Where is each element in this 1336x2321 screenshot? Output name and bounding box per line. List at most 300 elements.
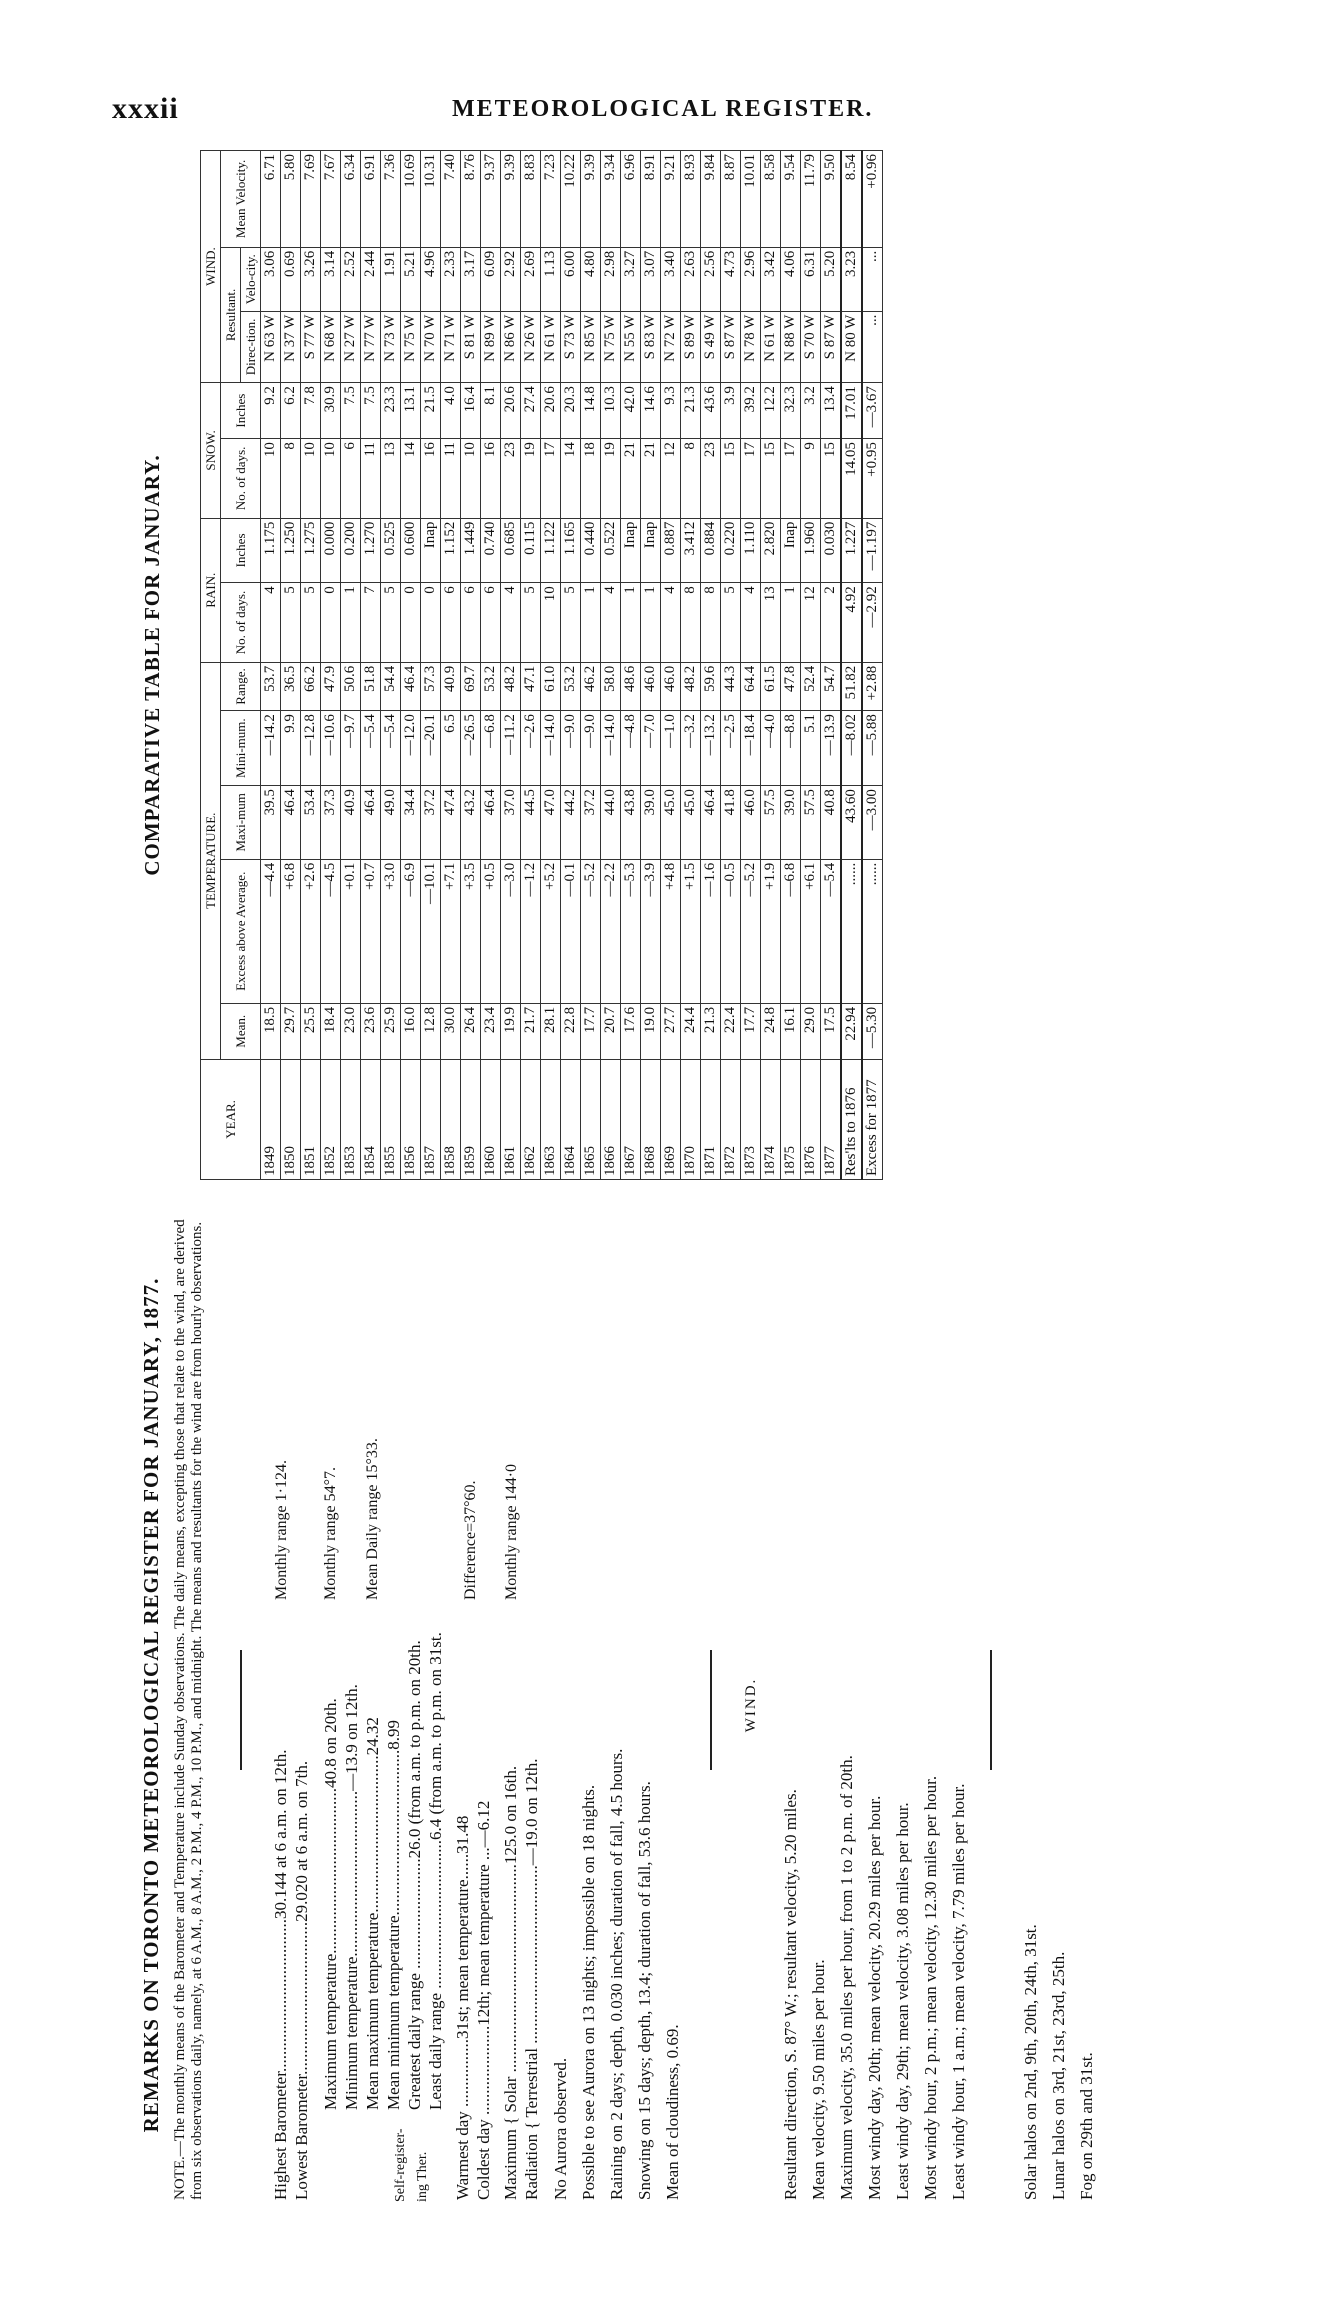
table-cell: —1.197	[862, 518, 883, 583]
table-cell: 46.4	[281, 786, 301, 860]
table-cell: 47.0	[541, 786, 561, 860]
least-daily-range: Least daily range ...................................6.4 (from a.m. to p.m. on 31st.	[426, 1632, 445, 2110]
table-cell: 18.5	[261, 1003, 281, 1059]
table-cell: 20.3	[561, 383, 581, 439]
table-cell: 57.3	[421, 662, 441, 710]
table-row	[681, 151, 701, 1180]
table-cell: —4.5	[321, 859, 341, 1003]
table-cell: ...	[862, 311, 883, 383]
table-cell: 14.05	[841, 439, 862, 519]
table-cell: 46.2	[581, 662, 601, 710]
table-cell: 1.960	[801, 518, 821, 583]
table-cell: 58.0	[601, 662, 621, 710]
table-cell: 32.3	[781, 383, 801, 439]
group-wind: WIND.	[201, 151, 221, 383]
table-cell: 4.92	[841, 583, 862, 663]
table-cell: 16.0	[401, 1003, 421, 1059]
table-cell: —0.5	[721, 859, 741, 1003]
table-cell: 1.110	[741, 518, 761, 583]
table-cell: +0.7	[361, 859, 381, 1003]
col-rain-days: No. of days.	[221, 583, 261, 663]
table-cell: 14.8	[581, 383, 601, 439]
table-cell: 26.4	[461, 1003, 481, 1059]
table-row	[741, 151, 761, 1180]
table-cell: —14.2	[261, 711, 281, 786]
table-cell: 61.5	[761, 662, 781, 710]
table-cell: 21.5	[421, 383, 441, 439]
table-cell: 0	[321, 583, 341, 663]
table-cell: 3.27	[621, 247, 641, 311]
table-cell: 23.3	[381, 383, 401, 439]
table-cell: N 85 W	[581, 311, 601, 383]
table-cell: —8.02	[841, 711, 862, 786]
table-cell: 7.69	[301, 151, 321, 248]
table-row	[561, 151, 581, 1180]
table-cell: 1	[641, 583, 661, 663]
table-cell: 8.76	[461, 151, 481, 248]
self-register-label: Self-register-ing Ther.	[393, 2128, 430, 2202]
col-range: Range.	[221, 662, 261, 710]
table-cell: S 83 W	[641, 311, 661, 383]
table-cell: 49.0	[381, 786, 401, 860]
table-row	[721, 151, 741, 1180]
table-cell: 3.2	[801, 383, 821, 439]
table-cell: 23.4	[481, 1003, 501, 1059]
table-cell: 0.525	[381, 518, 401, 583]
table-cell: 1	[341, 583, 361, 663]
table-row	[261, 151, 281, 1180]
least-windy-day: Least windy day, 29th; mean velocity, 3.08 miles per hour.	[893, 1802, 912, 2200]
table-row	[401, 151, 421, 1180]
table-cell: 4.73	[721, 247, 741, 311]
comparative-table	[200, 150, 883, 1180]
table-cell: 6	[461, 583, 481, 663]
table-row	[301, 151, 321, 1180]
table-cell: 9	[801, 439, 821, 519]
table-cell: 1869	[661, 1059, 681, 1179]
col-velocity: Velo-city.	[241, 247, 261, 311]
table-cell: 17	[741, 439, 761, 519]
remarks-title: REMARKS ON TORONTO METEOROLOGICAL REGISTER FOR JANUARY, 1877.	[139, 1277, 163, 2133]
table-cell: 7.5	[341, 383, 361, 439]
table-cell: 15	[821, 439, 842, 519]
table-cell: 48.2	[501, 662, 521, 710]
table-cell: 9.34	[601, 151, 621, 248]
table-cell: 22.4	[721, 1003, 741, 1059]
table-cell: 3.9	[721, 383, 741, 439]
table-cell: 54.4	[381, 662, 401, 710]
table-cell: S 87 W	[721, 311, 741, 383]
table-cell: —3.67	[862, 383, 883, 439]
table-cell: 14	[401, 439, 421, 519]
col-maximum: Maxi-mum	[221, 786, 261, 860]
table-cell: —11.2	[501, 711, 521, 786]
table-cell: 2.69	[521, 247, 541, 311]
raining-summary: Raining on 2 days; depth, 0.030 inches; duration of fall, 4.5 hours.	[607, 1748, 626, 2200]
table-cell: 1.165	[561, 518, 581, 583]
table-cell: 9.3	[661, 383, 681, 439]
table-cell: 0.440	[581, 518, 601, 583]
divider-rule	[710, 1650, 712, 1770]
table-cell: 18.4	[321, 1003, 341, 1059]
table-cell: 19.9	[501, 1003, 521, 1059]
table-cell: 4.80	[581, 247, 601, 311]
table-row	[701, 151, 721, 1180]
mean-max-temperature: Mean maximum temperature.....................................24.32	[363, 1717, 382, 2110]
table-cell: 3.06	[261, 247, 281, 311]
table-cell: —5.4	[361, 711, 381, 786]
table-cell: 43.2	[461, 786, 481, 860]
table-cell: N 89 W	[481, 311, 501, 383]
table-cell: 2.44	[361, 247, 381, 311]
table-cell: 39.5	[261, 786, 281, 860]
table-cell: —9.7	[341, 711, 361, 786]
table-cell: —26.5	[461, 711, 481, 786]
snowing-summary: Snowing on 15 days; depth, 13.4; duration of fall, 53.6 hours.	[635, 1781, 654, 2200]
table-cell: 1874	[761, 1059, 781, 1179]
table-cell: +6.1	[801, 859, 821, 1003]
table-cell: 5	[721, 583, 741, 663]
table-cell: 2.56	[701, 247, 721, 311]
table-cell: 1871	[701, 1059, 721, 1179]
table-cell: +1.9	[761, 859, 781, 1003]
table-cell: 17.01	[841, 383, 862, 439]
table-cell: 46.0	[741, 786, 761, 860]
table-cell: S 70 W	[801, 311, 821, 383]
col-mean-velocity: Mean Velocity.	[221, 151, 261, 248]
table-cell: 1865	[581, 1059, 601, 1179]
table-cell: 39.0	[641, 786, 661, 860]
table-cell: 7.8	[301, 383, 321, 439]
table-cell: N 61 W	[761, 311, 781, 383]
table-cell: 64.4	[741, 662, 761, 710]
table-cell: +0.5	[481, 859, 501, 1003]
table-cell: 0.030	[821, 518, 842, 583]
table-cell: —14.0	[541, 711, 561, 786]
table-cell: 47.8	[781, 662, 801, 710]
table-cell: ......	[862, 859, 883, 1003]
table-cell: 8	[701, 583, 721, 663]
table-cell: 21	[621, 439, 641, 519]
table-cell: +7.1	[441, 859, 461, 1003]
maximum-solar-radiation: Maximum { Solar .................................................125.0 on 16th.	[501, 1765, 520, 2200]
table-cell: 47.4	[441, 786, 461, 860]
remarks-section	[140, 1200, 1235, 2210]
rotated-frame	[140, 150, 1235, 2210]
col-rain-inches: Inches	[221, 518, 261, 583]
table-cell: 30.0	[441, 1003, 461, 1059]
most-windy-day: Most windy day, 20th; mean velocity, 20.29 miles per hour.	[865, 1795, 884, 2200]
table-cell: 0.69	[281, 247, 301, 311]
table-cell: —4.4	[261, 859, 281, 1003]
table-cell: 1.449	[461, 518, 481, 583]
resultant-direction: Resultant direction, S. 87° W.; resultant velocity, 5.20 miles.	[781, 1789, 800, 2200]
table-cell: —5.30	[862, 1003, 883, 1059]
table-cell: 52.4	[801, 662, 821, 710]
table-cell: 20.6	[541, 383, 561, 439]
table-cell: 6.09	[481, 247, 501, 311]
table-cell: 9.39	[501, 151, 521, 248]
table-cell: —14.0	[601, 711, 621, 786]
table-cell: 10.22	[561, 151, 581, 248]
table-cell: 17	[541, 439, 561, 519]
table-cell: 12	[661, 439, 681, 519]
table-cell: 3.14	[321, 247, 341, 311]
rotated-page-content	[140, 150, 1235, 2210]
table-row	[601, 151, 621, 1180]
table-cell: +1.5	[681, 859, 701, 1003]
table-cell: 53.2	[561, 662, 581, 710]
table-cell: +5.2	[541, 859, 561, 1003]
possible-aurora: Possible to see Aurora on 13 nights; impossible on 18 nights.	[579, 1784, 598, 2200]
table-cell: 45.0	[661, 786, 681, 860]
table-cell: 6.2	[281, 383, 301, 439]
table-cell: 1863	[541, 1059, 561, 1179]
table-cell: 12.2	[761, 383, 781, 439]
table-cell: 0.685	[501, 518, 521, 583]
table-cell: 30.9	[321, 383, 341, 439]
table-cell: 3.42	[761, 247, 781, 311]
table-cell: —1.2	[521, 859, 541, 1003]
col-year: YEAR.	[201, 1059, 261, 1179]
table-cell: 11	[441, 439, 461, 519]
table-cell: N 86 W	[501, 311, 521, 383]
table-cell: 2.96	[741, 247, 761, 311]
temperature-difference: Difference=37°60.	[462, 1480, 479, 1600]
group-temperature: TEMPERATURE.	[201, 662, 221, 1059]
table-cell: 8.58	[761, 151, 781, 248]
table-cell: 46.4	[701, 786, 721, 860]
table-cell: 22.8	[561, 1003, 581, 1059]
table-cell: —7.0	[641, 711, 661, 786]
table-cell: 1.13	[541, 247, 561, 311]
table-cell: —4.8	[621, 711, 641, 786]
table-cell: 37.2	[421, 786, 441, 860]
table-cell: 47.9	[321, 662, 341, 710]
table-cell: 48.2	[681, 662, 701, 710]
cloudiness-mean: Mean of cloudiness, 0.69.	[663, 2024, 682, 2200]
table-row	[461, 151, 481, 1180]
table-cell: 37.3	[321, 786, 341, 860]
table-cell: 6.96	[621, 151, 641, 248]
table-cell: Inap	[621, 518, 641, 583]
table-cell: 46.4	[481, 786, 501, 860]
table-cell: 20.7	[601, 1003, 621, 1059]
table-cell: 40.9	[441, 662, 461, 710]
table-row	[581, 151, 601, 1180]
page-header	[112, 92, 1142, 132]
table-cell: 0	[421, 583, 441, 663]
max-temperature: Maximum temperature.......................................40.8 on 20th.	[321, 1698, 340, 2110]
table-cell: 1867	[621, 1059, 641, 1179]
table-cell: 1	[581, 583, 601, 663]
table-cell: —3.00	[862, 786, 883, 860]
table-cell: 0.220	[721, 518, 741, 583]
table-cell: 8	[681, 583, 701, 663]
table-cell: 6	[441, 583, 461, 663]
lowest-barometer: Lowest Barometer....................................29.020 at 6 a.m. on 7th.	[292, 1760, 311, 2200]
table-cell: 1860	[481, 1059, 501, 1179]
table-cell: S 77 W	[301, 311, 321, 383]
table-cell: 10.31	[421, 151, 441, 248]
table-cell: 50.6	[341, 662, 361, 710]
table-row	[281, 151, 301, 1180]
table-cell: 9.84	[701, 151, 721, 248]
table-cell: 2.92	[501, 247, 521, 311]
table-row	[501, 151, 521, 1180]
table-cell: 16	[481, 439, 501, 519]
table-cell: 40.8	[821, 786, 842, 860]
table-cell: 19	[521, 439, 541, 519]
table-cell: 4.96	[421, 247, 441, 311]
table-cell: 39.2	[741, 383, 761, 439]
table-cell: 1849	[261, 1059, 281, 1179]
table-cell: 7.5	[361, 383, 381, 439]
table-cell: —4.0	[761, 711, 781, 786]
table-cell: 2.820	[761, 518, 781, 583]
table-cell: 44.3	[721, 662, 741, 710]
table-cell: 47.1	[521, 662, 541, 710]
table-cell: —2.2	[601, 859, 621, 1003]
table-row	[621, 151, 641, 1180]
table-cell: N 88 W	[781, 311, 801, 383]
table-cell: —1.6	[701, 859, 721, 1003]
solar-halos: Solar halos on 2nd, 9th, 20th, 24th, 31st.	[1021, 1924, 1040, 2200]
table-row	[521, 151, 541, 1180]
table-cell: 0.740	[481, 518, 501, 583]
table-cell: N 77 W	[361, 311, 381, 383]
table-cell: N 75 W	[401, 311, 421, 383]
table-cell: N 37 W	[281, 311, 301, 383]
table-cell: 1872	[721, 1059, 741, 1179]
table-cell: 36.5	[281, 662, 301, 710]
table-cell: 57.5	[761, 786, 781, 860]
table-cell: N 71 W	[441, 311, 461, 383]
table-cell: 8.91	[641, 151, 661, 248]
table-cell: +3.0	[381, 859, 401, 1003]
table-cell: 24.8	[761, 1003, 781, 1059]
table-cell: 6.34	[341, 151, 361, 248]
table-cell: 5.20	[821, 247, 842, 311]
divider-rule	[240, 1650, 242, 1770]
table-cell: —6.8	[781, 859, 801, 1003]
table-cell: +6.8	[281, 859, 301, 1003]
table-cell: 4	[741, 583, 761, 663]
col-minimum: Mini-mum.	[221, 711, 261, 786]
min-temperature: Minimum temperature.......................................—13.9 on 12th.	[342, 1684, 361, 2110]
table-cell: 3.40	[661, 247, 681, 311]
table-cell: 2.63	[681, 247, 701, 311]
maximum-velocity: Maximum velocity, 35.0 miles per hour, from 1 to 2 p.m. of 20th.	[837, 1755, 856, 2200]
table-cell: 69.7	[461, 662, 481, 710]
table-cell: 14	[561, 439, 581, 519]
table-cell: N 73 W	[381, 311, 401, 383]
table-cell: N 61 W	[541, 311, 561, 383]
table-cell: 5	[301, 583, 321, 663]
table-cell: 3.26	[301, 247, 321, 311]
table-cell: 1853	[341, 1059, 361, 1179]
table-cell: 9.39	[581, 151, 601, 248]
table-cell: 16.1	[781, 1003, 801, 1059]
table-cell: 6	[341, 439, 361, 519]
table-row	[341, 151, 361, 1180]
table-row	[821, 151, 842, 1180]
table-cell: 4	[601, 583, 621, 663]
table-cell: 51.82	[841, 662, 862, 710]
table-cell: 2.98	[601, 247, 621, 311]
table-cell: 48.6	[621, 662, 641, 710]
table-cell: 53.7	[261, 662, 281, 710]
table-cell: —12.0	[401, 711, 421, 786]
table-cell: 1873	[741, 1059, 761, 1179]
table-cell: 6.5	[441, 711, 461, 786]
table-cell: 8.93	[681, 151, 701, 248]
table-cell: 16	[421, 439, 441, 519]
highest-barometer: Highest Barometer....................................30.144 at 6 a.m. on 12th.	[271, 1749, 290, 2200]
comparative-table-section	[140, 150, 1235, 1180]
table-cell: 19	[601, 439, 621, 519]
table-cell: 0.600	[401, 518, 421, 583]
col-mean: Mean.	[221, 1003, 261, 1059]
table-cell: 25.9	[381, 1003, 401, 1059]
table-cell: 17.7	[581, 1003, 601, 1059]
table-cell: 5	[561, 583, 581, 663]
table-cell: 20.6	[501, 383, 521, 439]
table-cell: 4	[501, 583, 521, 663]
table-cell: 1857	[421, 1059, 441, 1179]
table-cell: 44.2	[561, 786, 581, 860]
table-cell: N 78 W	[741, 311, 761, 383]
table-cell: S 49 W	[701, 311, 721, 383]
table-cell: 1862	[521, 1059, 541, 1179]
table-cell: 8	[681, 439, 701, 519]
table-cell: 17	[781, 439, 801, 519]
table-cell: 10	[261, 439, 281, 519]
table-cell: —6.9	[401, 859, 421, 1003]
table-row	[381, 151, 401, 1180]
table-cell: 39.0	[781, 786, 801, 860]
table-cell: 1861	[501, 1059, 521, 1179]
table-cell: N 55 W	[621, 311, 641, 383]
table-cell: 2.33	[441, 247, 461, 311]
table-cell: 1	[621, 583, 641, 663]
table-cell: 2.52	[341, 247, 361, 311]
table-cell: 17.7	[741, 1003, 761, 1059]
group-snow: SNOW.	[201, 383, 221, 518]
table-cell: 0.000	[321, 518, 341, 583]
table-subgroup-header-row	[221, 151, 241, 1180]
col-excess: Excess above Average.	[221, 859, 261, 1003]
table-cell: 23	[501, 439, 521, 519]
table-cell: 44.0	[601, 786, 621, 860]
table-cell: 5.21	[401, 247, 421, 311]
table-cell: 34.4	[401, 786, 421, 860]
table-cell: +2.88	[862, 662, 883, 710]
table-cell: 21.7	[521, 1003, 541, 1059]
table-cell: 13	[761, 583, 781, 663]
table-cell: 1855	[381, 1059, 401, 1179]
table-cell: 37.0	[501, 786, 521, 860]
table-cell: —3.2	[681, 711, 701, 786]
table-cell: 10	[301, 439, 321, 519]
table-cell: 5.80	[281, 151, 301, 248]
table-cell: 1875	[781, 1059, 801, 1179]
table-cell: 27.4	[521, 383, 541, 439]
table-row	[761, 151, 781, 1180]
group-resultant: Resultant.	[221, 247, 241, 382]
table-cell: 3.23	[841, 247, 862, 311]
table-cell: —13.2	[701, 711, 721, 786]
